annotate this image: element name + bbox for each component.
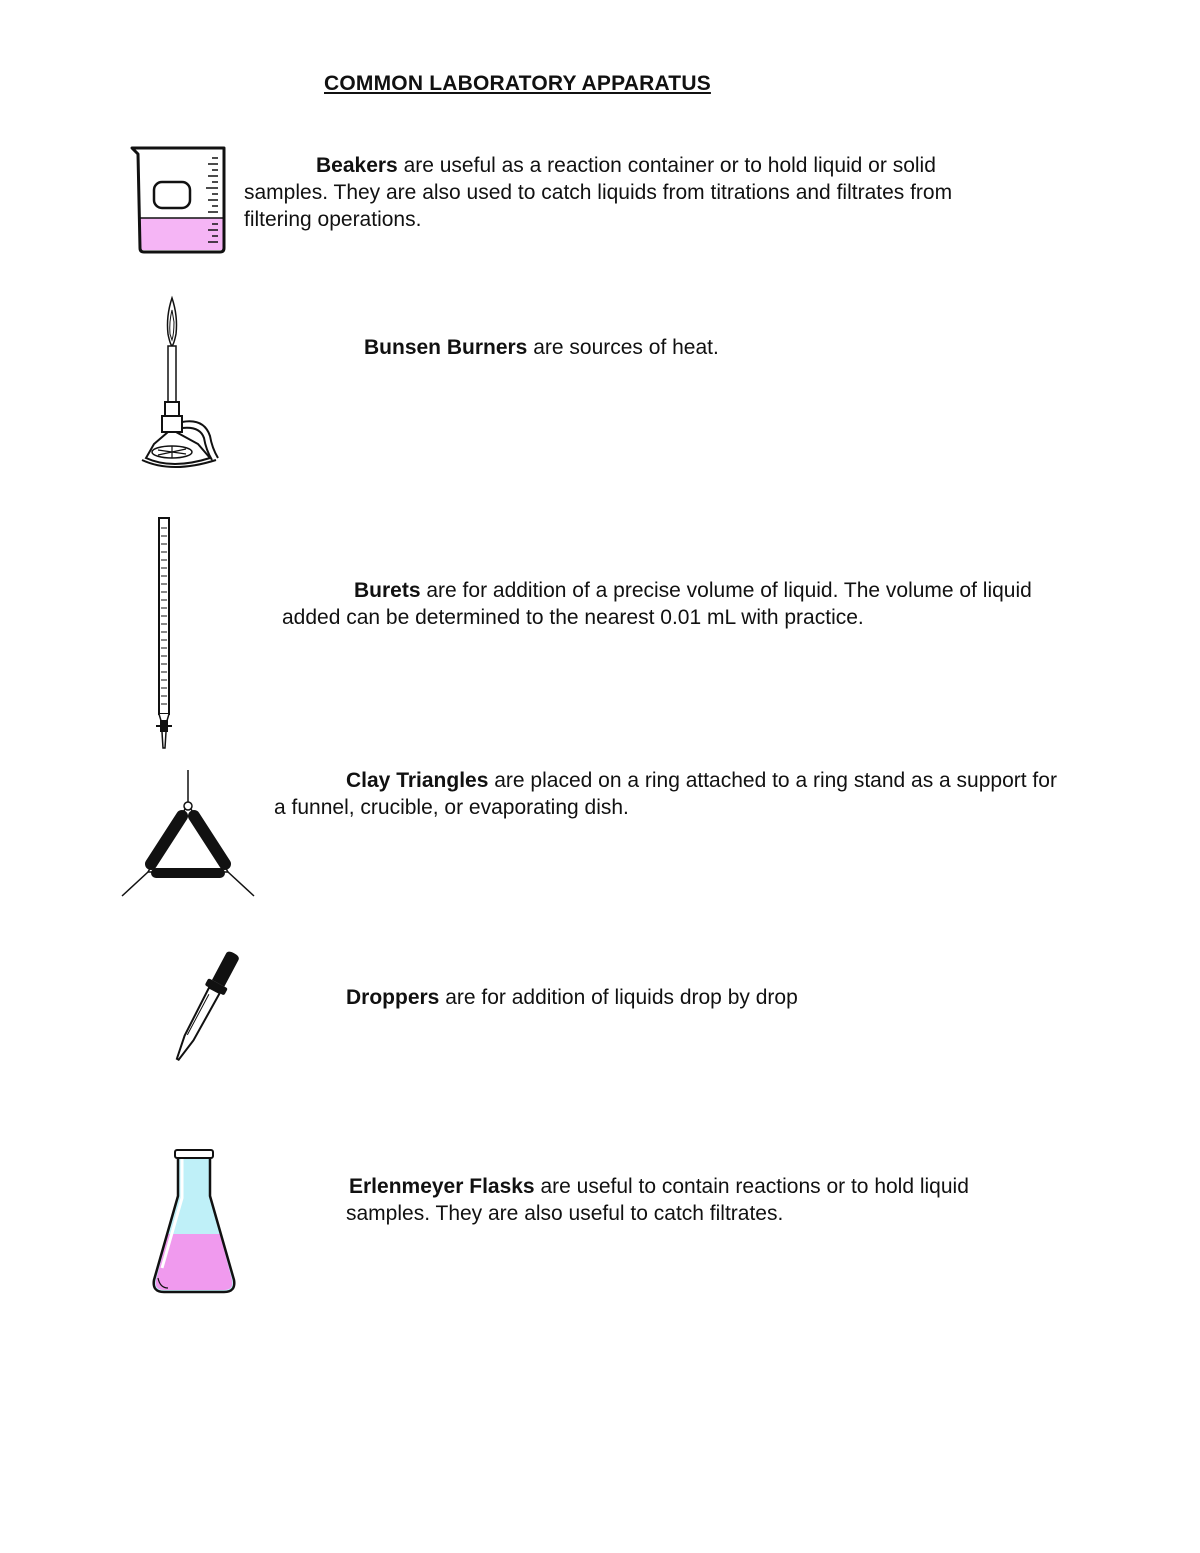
- buret-description: [282, 577, 1062, 631]
- buret-text: are for addition of a precise volume of liquid. The volume of liquid added can be determined to the nearest 0.01 mL with practice.: [282, 579, 1032, 629]
- beaker-icon: [128, 144, 232, 256]
- clay-triangle-term: Clay Triangles: [346, 769, 489, 792]
- erlenmeyer-flask-term: Erlenmeyer Flasks: [349, 1175, 535, 1198]
- clay-triangle-description: [274, 767, 1064, 821]
- erlenmeyer-flask-text: are useful to contain reactions or to hold liquid samples. They are also useful to catch filtrates.: [346, 1175, 969, 1225]
- buret-icon: [150, 514, 180, 754]
- page-title: COMMON LABORATORY APPARATUS: [324, 72, 711, 95]
- bunsen-burner-term: Bunsen Burners: [364, 336, 528, 359]
- clay-triangle-text: are placed on a ring attached to a ring stand as a support for a funnel, crucible, or evaporating dish.: [274, 769, 1057, 819]
- dropper-term: Droppers: [346, 986, 440, 1009]
- bunsen-burner-text: are sources of heat.: [527, 336, 719, 359]
- beaker-description: [244, 152, 974, 233]
- erlenmeyer-flask-icon: [146, 1146, 242, 1298]
- erlenmeyer-flask-description: [346, 1173, 986, 1227]
- clay-triangle-icon: [118, 766, 258, 900]
- beaker-text: are useful as a reaction container or to hold liquid or solid samples. They are also used to catch liquids from titrations and filtrates from filtering operations.: [244, 154, 953, 231]
- bunsen-burner-description: [364, 334, 964, 361]
- dropper-icon: [160, 946, 250, 1070]
- buret-term: Burets: [354, 579, 421, 602]
- beaker-term: Beakers: [316, 154, 398, 177]
- dropper-description: [346, 984, 1046, 1011]
- dropper-text: are for addition of liquids drop by drop: [439, 986, 798, 1009]
- bunsen-burner-icon: [136, 294, 228, 472]
